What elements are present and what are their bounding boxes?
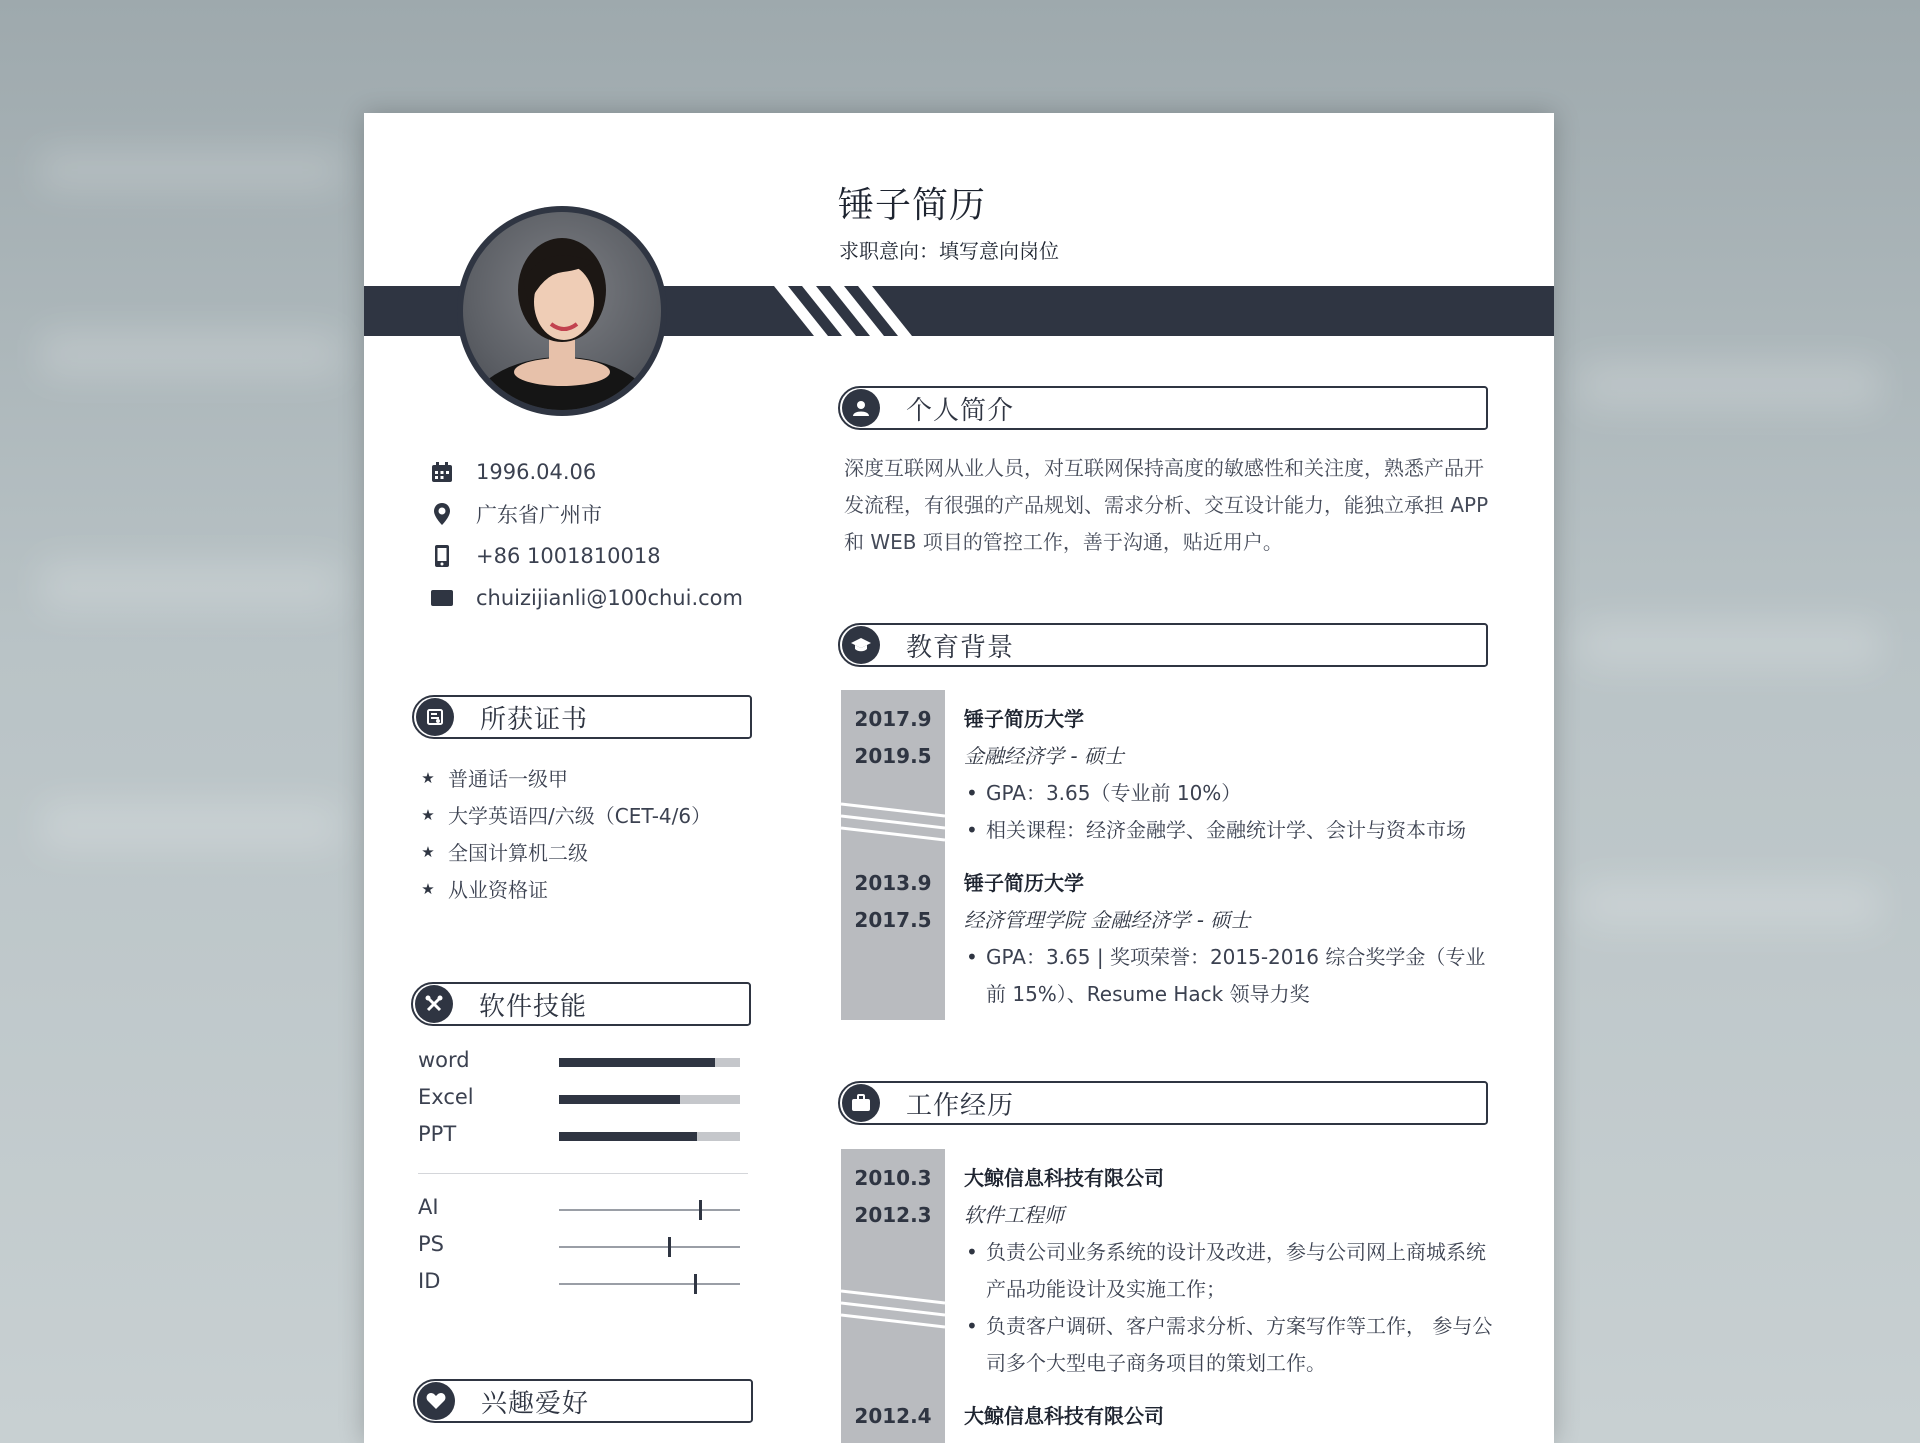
graduation-cap-icon (842, 626, 880, 664)
star-icon: ★ (421, 842, 435, 861)
user-icon (842, 389, 880, 427)
skill-slider-ps (418, 1232, 748, 1262)
section-header-work (838, 1081, 1488, 1125)
section-header-education (838, 623, 1488, 667)
skill-slider-ai (418, 1195, 748, 1225)
education-entry (964, 701, 1494, 849)
work-date-end: 2012.3 (854, 1203, 932, 1227)
edu-date-start: 2013.9 (854, 871, 932, 895)
contact-location (426, 493, 743, 535)
section-title: 工作经历 (906, 1090, 1015, 1121)
school-name: 锤子简历大学 (964, 871, 1084, 895)
work-date-start: 2010.3 (854, 1166, 932, 1190)
list-item: • 负责客户调研、客户需求分析、方案写作等工作， 参与公司多个大型电子商务项目的策划工作。 (986, 1308, 1494, 1382)
skill-label: AI (418, 1195, 439, 1219)
skill-bar-excel (418, 1085, 748, 1115)
skill-bar-word (418, 1048, 748, 1078)
tools-icon (415, 985, 453, 1023)
skill-label: PS (418, 1232, 444, 1256)
resume-page (364, 113, 1554, 1443)
company-name: 大鲸信息科技有限公司 (964, 1166, 1164, 1190)
skill-bar-fill (559, 1095, 680, 1104)
section-header-skills (411, 982, 751, 1026)
skill-bar-fill (559, 1132, 697, 1141)
certificate-list (418, 759, 711, 907)
skill-bar-fill (559, 1058, 715, 1067)
contact-phone-text: +86 1001810018 (476, 544, 661, 568)
section-title: 教育背景 (906, 632, 1015, 663)
school-name: 锤子简历大学 (964, 707, 1084, 731)
skill-slider-track (559, 1283, 740, 1285)
skill-bar-ppt (418, 1122, 748, 1152)
skill-slider-knob (694, 1274, 697, 1294)
skill-bar-track (559, 1095, 740, 1104)
section-title: 软件技能 (479, 991, 588, 1022)
skill-label: Excel (418, 1085, 474, 1109)
list-item: • 相关课程：经济金融学、金融统计学、会计与资本市场 (986, 812, 1494, 849)
major: 金融经济学 - 硕士 (964, 744, 1124, 768)
contact-email (426, 577, 743, 619)
work-date-start: 2012.4 (854, 1404, 932, 1428)
edu-date-end: 2019.5 (854, 744, 932, 768)
briefcase-icon (842, 1084, 880, 1122)
profile-text: 深度互联网从业人员，对互联网保持高度的敏感性和关注度，熟悉产品开发流程，有很强的产品规划、需求分析、交互设计能力，能独立承担 APP 和 WEB 项目的管控工作，善于沟通，贴近用户。 (844, 456, 1489, 554)
skill-slider-knob (699, 1200, 702, 1220)
phone-icon (426, 544, 458, 568)
contact-location-text: 广东省广州市 (476, 503, 602, 527)
list-item: ★ 从业资格证 (418, 870, 711, 907)
skill-label: PPT (418, 1122, 457, 1146)
calendar-icon (426, 460, 458, 484)
profile-photo (463, 212, 661, 410)
header-band-stripes (774, 286, 934, 336)
skill-slider-knob (668, 1237, 671, 1257)
section-header-hobbies (413, 1379, 753, 1423)
skill-slider-id (418, 1269, 748, 1299)
work-entry (964, 1398, 1494, 1435)
list-item: • GPA：3.65（专业前 10%） (986, 775, 1494, 812)
resume-name: 锤子简历 (838, 185, 987, 226)
star-icon: ★ (421, 805, 435, 824)
heart-icon (417, 1382, 455, 1420)
list-item: ★ 普通话一级甲 (418, 759, 711, 796)
list-item: ★ 大学英语四/六级（CET-4/6） (418, 796, 711, 833)
section-header-profile (838, 386, 1488, 430)
certificate-icon (416, 698, 454, 736)
skill-bar-track (559, 1132, 740, 1141)
work-entry (964, 1160, 1494, 1382)
skill-label: word (418, 1048, 470, 1072)
contact-list (426, 451, 743, 619)
skills-divider (418, 1173, 748, 1174)
star-icon: ★ (421, 768, 435, 787)
job-intention: 求职意向：填写意向岗位 (839, 239, 1059, 263)
skill-bar-track (559, 1058, 740, 1067)
section-title: 个人简介 (906, 395, 1015, 426)
education-entry (964, 865, 1494, 1013)
list-item: ★ 全国计算机二级 (418, 833, 711, 870)
list-item: • 负责公司业务系统的设计及改进，参与公司网上商城系统产品功能设计及实施工作； (986, 1234, 1494, 1308)
avatar (457, 206, 667, 416)
contact-phone (426, 535, 743, 577)
skill-slider-track (559, 1246, 740, 1248)
company-name: 大鲸信息科技有限公司 (964, 1404, 1164, 1428)
edu-date-end: 2017.5 (854, 908, 932, 932)
job-role: 软件工程师 (964, 1203, 1064, 1227)
major: 经济管理学院 金融经济学 - 硕士 (964, 908, 1251, 932)
list-item: • GPA：3.65 | 奖项荣誉：2015-2016 综合奖学金（专业前 15%）、Resume Hack 领导力奖 (986, 939, 1494, 1013)
section-title: 所获证书 (480, 704, 589, 735)
edu-date-start: 2017.9 (854, 707, 932, 731)
location-pin-icon (426, 502, 458, 526)
contact-email-text: chuizijianli@100chui.com (476, 586, 743, 610)
section-title: 兴趣爱好 (481, 1388, 590, 1419)
skill-label: ID (418, 1269, 441, 1293)
contact-birthdate (426, 451, 743, 493)
star-icon: ★ (421, 879, 435, 898)
contact-birthdate-text: 1996.04.06 (476, 460, 597, 484)
mail-icon (426, 586, 458, 610)
skill-slider-track (559, 1209, 740, 1211)
section-header-certificates (412, 695, 752, 739)
